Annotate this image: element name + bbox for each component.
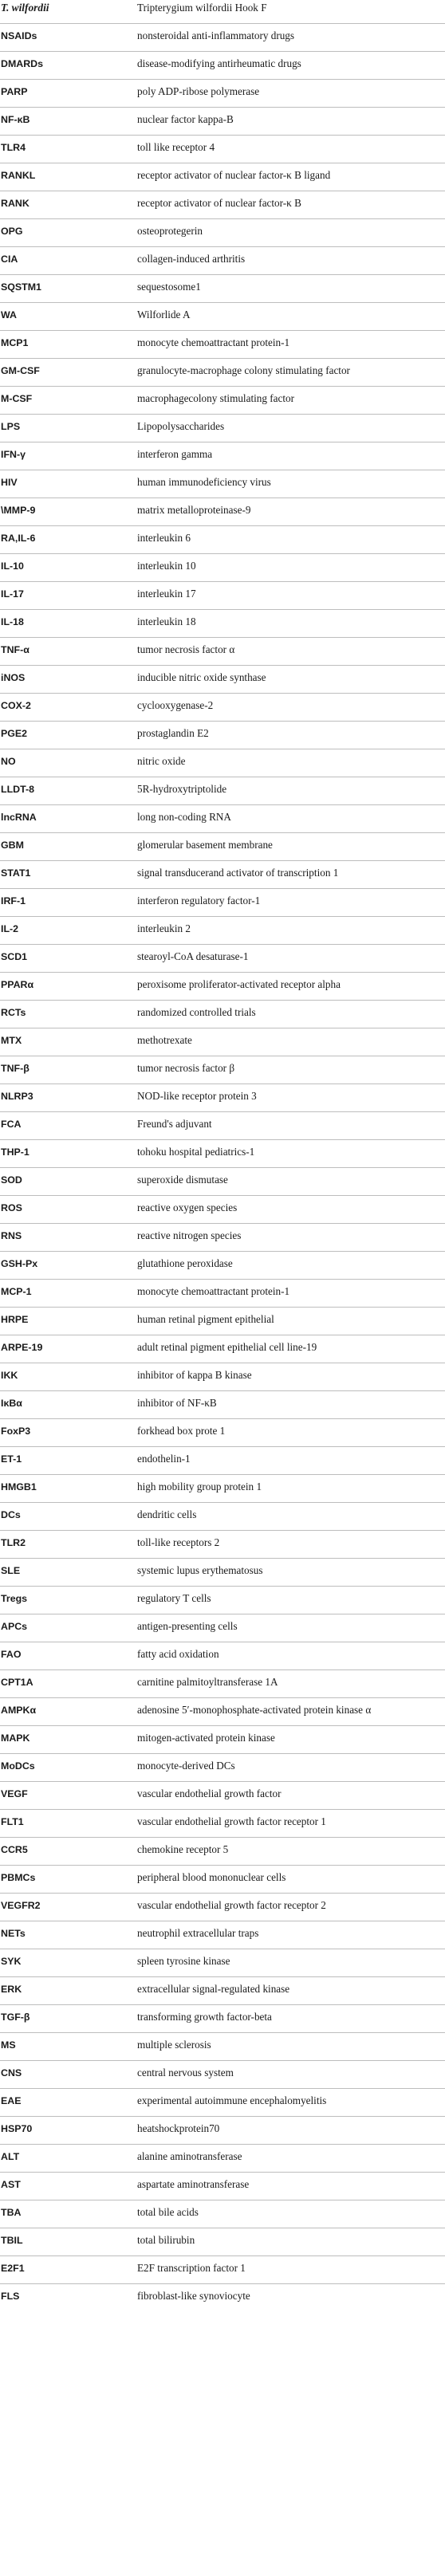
definition-cell: matrix metalloproteinase-9 xyxy=(137,498,445,526)
abbreviation-cell: IL-17 xyxy=(0,582,137,610)
table-row xyxy=(0,1670,445,1698)
definition-cell: nonsteroidal anti-inflammatory drugs xyxy=(137,24,445,52)
table-row xyxy=(0,52,445,80)
table-row xyxy=(0,1559,445,1587)
abbreviation-cell: FAO xyxy=(0,1642,137,1670)
definition-cell: toll like receptor 4 xyxy=(137,136,445,163)
abbreviation-cell: THP-1 xyxy=(0,1140,137,1168)
table-row xyxy=(0,2284,445,2312)
table-row xyxy=(0,80,445,108)
definition-cell: randomized controlled trials xyxy=(137,1001,445,1028)
table-row xyxy=(0,1866,445,1894)
definition-cell: interleukin 10 xyxy=(137,554,445,582)
table-row xyxy=(0,0,445,24)
table-row xyxy=(0,722,445,749)
table-row xyxy=(0,2033,445,2061)
definition-cell: endothelin-1 xyxy=(137,1447,445,1475)
table-row xyxy=(0,1503,445,1531)
table-row xyxy=(0,945,445,973)
definition-cell: osteoprotegerin xyxy=(137,219,445,247)
table-row xyxy=(0,1168,445,1196)
abbreviation-cell: ALT xyxy=(0,2145,137,2173)
definition-cell: inhibitor of kappa B kinase xyxy=(137,1363,445,1391)
definition-cell: disease-modifying antirheumatic drugs xyxy=(137,52,445,80)
definition-cell: total bile acids xyxy=(137,2200,445,2228)
table-row xyxy=(0,2089,445,2117)
table-row xyxy=(0,1419,445,1447)
abbreviation-cell: \MMP-9 xyxy=(0,498,137,526)
table-row xyxy=(0,1838,445,1866)
abbreviation-cell: RANKL xyxy=(0,163,137,191)
abbreviation-cell: IL-10 xyxy=(0,554,137,582)
table-row xyxy=(0,1894,445,1921)
abbreviation-cell: MAPK xyxy=(0,1726,137,1754)
table-row xyxy=(0,1810,445,1838)
abbreviation-cell: CPT1A xyxy=(0,1670,137,1698)
definition-cell: carnitine palmitoyltransferase 1A xyxy=(137,1670,445,1698)
abbreviation-cell: SCD1 xyxy=(0,945,137,973)
table-row xyxy=(0,1308,445,1335)
table-row xyxy=(0,1280,445,1308)
table-row xyxy=(0,554,445,582)
definition-cell: interleukin 18 xyxy=(137,610,445,638)
abbreviation-cell: IFN-γ xyxy=(0,442,137,470)
abbreviation-cell: MCP-1 xyxy=(0,1280,137,1308)
table-row xyxy=(0,1028,445,1056)
abbreviation-cell: ERK xyxy=(0,1977,137,2005)
abbreviation-cell: ARPE-19 xyxy=(0,1335,137,1363)
abbreviation-cell: T. wilfordii xyxy=(1,2,49,14)
definition-cell: fibroblast-like synoviocyte xyxy=(137,2284,445,2312)
definition-cell: interferon gamma xyxy=(137,442,445,470)
abbreviation-cell: TLR2 xyxy=(0,1531,137,1559)
abbreviation-cell: TLR4 xyxy=(0,136,137,163)
abbreviation-cell: NO xyxy=(0,749,137,777)
table-row xyxy=(0,1614,445,1642)
table-row xyxy=(0,1587,445,1614)
definition-cell: adult retinal pigment epithelial cell line-19 xyxy=(137,1335,445,1363)
abbreviation-cell: IκBα xyxy=(0,1391,137,1419)
abbreviation-cell: MS xyxy=(0,2033,137,2061)
table-row xyxy=(0,861,445,889)
abbreviation-cell: VEGF xyxy=(0,1782,137,1810)
definition-cell: interferon regulatory factor-1 xyxy=(137,889,445,917)
definition-cell: extracellular signal-regulated kinase xyxy=(137,1977,445,2005)
table-row xyxy=(0,2005,445,2033)
table-row xyxy=(0,108,445,136)
definition-cell: systemic lupus erythematosus xyxy=(137,1559,445,1587)
definition-cell: Freund's adjuvant xyxy=(137,1112,445,1140)
abbreviation-cell: NSAIDs xyxy=(0,24,137,52)
definition-cell: nuclear factor kappa-B xyxy=(137,108,445,136)
definition-cell: high mobility group protein 1 xyxy=(137,1475,445,1503)
definition-cell: interleukin 17 xyxy=(137,582,445,610)
definition-cell: nitric oxide xyxy=(137,749,445,777)
table-row xyxy=(0,777,445,805)
table-row xyxy=(0,1531,445,1559)
abbreviation-cell: SOD xyxy=(0,1168,137,1196)
definition-cell: tumor necrosis factor β xyxy=(137,1056,445,1084)
abbreviation-cell: APCs xyxy=(0,1614,137,1642)
table-row xyxy=(0,1642,445,1670)
abbreviation-cell: iNOS xyxy=(0,666,137,694)
table-row xyxy=(0,2200,445,2228)
definition-cell: sequestosome1 xyxy=(137,275,445,303)
table-row xyxy=(0,498,445,526)
table-row xyxy=(0,1084,445,1112)
table-row xyxy=(0,1140,445,1168)
table-row xyxy=(0,1447,445,1475)
table-row xyxy=(0,191,445,219)
abbreviation-cell: STAT1 xyxy=(0,861,137,889)
definition-cell: Lipopolysaccharides xyxy=(137,415,445,442)
abbreviation-cell: PGE2 xyxy=(0,722,137,749)
abbreviation-cell: SYK xyxy=(0,1949,137,1977)
definition-cell: stearoyl-CoA desaturase-1 xyxy=(137,945,445,973)
abbreviation-cell: RCTs xyxy=(0,1001,137,1028)
abbreviation-cell: MCP1 xyxy=(0,331,137,359)
definition-cell: inhibitor of NF-κB xyxy=(137,1391,445,1419)
table-row xyxy=(0,610,445,638)
abbreviation-cell: CNS xyxy=(0,2061,137,2089)
table-row xyxy=(0,694,445,722)
table-row xyxy=(0,805,445,833)
abbreviation-cell: DMARDs xyxy=(0,52,137,80)
definition-cell: Tripterygium wilfordii Hook F xyxy=(137,2,267,14)
definition-cell: macrophagecolony stimulating factor xyxy=(137,387,445,415)
table-row xyxy=(0,470,445,498)
abbreviation-cell: PBMCs xyxy=(0,1866,137,1894)
table-row xyxy=(0,1754,445,1782)
definition-cell: long non-coding RNA xyxy=(137,805,445,833)
definition-cell: peripheral blood mononuclear cells xyxy=(137,1866,445,1894)
abbreviation-cell: EAE xyxy=(0,2089,137,2117)
definition-cell: aspartate aminotransferase xyxy=(137,2173,445,2200)
definition-cell: superoxide dismutase xyxy=(137,1168,445,1196)
abbreviation-cell: NETs xyxy=(0,1921,137,1949)
abbreviation-cell: FCA xyxy=(0,1112,137,1140)
abbreviation-cell: CCR5 xyxy=(0,1838,137,1866)
abbreviation-cell: IL-2 xyxy=(0,917,137,945)
abbreviation-cell: MTX xyxy=(0,1028,137,1056)
table-row xyxy=(0,1363,445,1391)
definition-cell: vascular endothelial growth factor receptor 1 xyxy=(137,1810,445,1838)
abbreviation-cell: HSP70 xyxy=(0,2117,137,2145)
definition-cell: receptor activator of nuclear factor-κ B ligand xyxy=(137,163,445,191)
abbreviation-cell: NF-κB xyxy=(0,108,137,136)
table-row xyxy=(0,331,445,359)
definition-cell: human immunodeficiency virus xyxy=(137,470,445,498)
table-row xyxy=(0,1252,445,1280)
table-row xyxy=(0,1698,445,1726)
abbreviation-cell: PPARα xyxy=(0,973,137,1001)
definition-cell: total bilirubin xyxy=(137,2228,445,2256)
abbreviation-cell: IRF-1 xyxy=(0,889,137,917)
definition-cell: chemokine receptor 5 xyxy=(137,1838,445,1866)
definition-cell: human retinal pigment epithelial xyxy=(137,1308,445,1335)
table-row xyxy=(0,219,445,247)
abbreviation-cell: lncRNA xyxy=(0,805,137,833)
definition-cell: central nervous system xyxy=(137,2061,445,2089)
definition-cell: signal transducerand activator of transcription 1 xyxy=(137,861,445,889)
definition-cell: transforming growth factor-beta xyxy=(137,2005,445,2033)
abbreviation-cell: RA,IL-6 xyxy=(0,526,137,554)
abbreviation-cell: AMPKα xyxy=(0,1698,137,1726)
table-row xyxy=(0,2145,445,2173)
abbreviation-cell: NLRP3 xyxy=(0,1084,137,1112)
abbreviation-cell: E2F1 xyxy=(0,2256,137,2284)
abbreviation-cell: FLT1 xyxy=(0,1810,137,1838)
definition-cell: heatshockprotein70 xyxy=(137,2117,445,2145)
abbreviation-cell: FLS xyxy=(0,2284,137,2312)
definition-cell: mitogen-activated protein kinase xyxy=(137,1726,445,1754)
table-row xyxy=(0,387,445,415)
abbreviation-cell: COX-2 xyxy=(0,694,137,722)
abbreviation-cell: RANK xyxy=(0,191,137,219)
table-row xyxy=(0,1056,445,1084)
table-row xyxy=(0,582,445,610)
definition-cell: vascular endothelial growth factor receptor 2 xyxy=(137,1894,445,1921)
abbreviation-cell: M-CSF xyxy=(0,387,137,415)
abbreviation-cell: GBM xyxy=(0,833,137,861)
definition-cell: experimental autoimmune encephalomyelitis xyxy=(137,2089,445,2117)
abbreviation-cell: TNF-α xyxy=(0,638,137,666)
definition-cell: interleukin 6 xyxy=(137,526,445,554)
abbreviation-cell: IL-18 xyxy=(0,610,137,638)
table-row xyxy=(0,303,445,331)
table-row xyxy=(0,917,445,945)
abbreviation-cell: GM-CSF xyxy=(0,359,137,387)
definition-cell: forkhead box prote 1 xyxy=(137,1419,445,1447)
table-row xyxy=(0,1196,445,1224)
table-row xyxy=(0,749,445,777)
definition-cell: antigen-presenting cells xyxy=(137,1614,445,1642)
abbreviation-cell: IKK xyxy=(0,1363,137,1391)
definition-cell: Wilforlide A xyxy=(137,303,445,331)
abbreviation-cell: TBA xyxy=(0,2200,137,2228)
abbreviation-cell: TBIL xyxy=(0,2228,137,2256)
table-row xyxy=(0,275,445,303)
table-row xyxy=(0,1782,445,1810)
definition-cell: fatty acid oxidation xyxy=(137,1642,445,1670)
definition-cell: E2F transcription factor 1 xyxy=(137,2256,445,2284)
abbreviation-cell: MoDCs xyxy=(0,1754,137,1782)
definition-cell: spleen tyrosine kinase xyxy=(137,1949,445,1977)
definition-cell: tohoku hospital pediatrics-1 xyxy=(137,1140,445,1168)
table-row xyxy=(0,24,445,52)
abbreviation-cell: GSH-Px xyxy=(0,1252,137,1280)
table-row xyxy=(0,1391,445,1419)
table-row xyxy=(0,136,445,163)
abbreviation-cell: WA xyxy=(0,303,137,331)
definition-cell: methotrexate xyxy=(137,1028,445,1056)
abbreviation-cell: FoxP3 xyxy=(0,1419,137,1447)
table-row xyxy=(0,1475,445,1503)
definition-cell: NOD-like receptor protein 3 xyxy=(137,1084,445,1112)
definition-cell: granulocyte-macrophage colony stimulating factor xyxy=(137,359,445,387)
abbreviation-cell: SQSTM1 xyxy=(0,275,137,303)
abbreviation-cell: HMGB1 xyxy=(0,1475,137,1503)
table-row xyxy=(0,1949,445,1977)
abbreviation-cell: HRPE xyxy=(0,1308,137,1335)
definition-cell: regulatory T cells xyxy=(137,1587,445,1614)
table-row xyxy=(0,2256,445,2284)
table-row xyxy=(0,1001,445,1028)
table-row xyxy=(0,2173,445,2200)
definition-cell: inducible nitric oxide synthase xyxy=(137,666,445,694)
table-row xyxy=(0,415,445,442)
definition-cell: interleukin 2 xyxy=(137,917,445,945)
table-row xyxy=(0,163,445,191)
abbreviation-cell: AST xyxy=(0,2173,137,2200)
abbreviation-cell: SLE xyxy=(0,1559,137,1587)
definition-cell: 5R-hydroxytriptolide xyxy=(137,777,445,805)
table-row xyxy=(0,1977,445,2005)
definition-cell: prostaglandin E2 xyxy=(137,722,445,749)
definition-cell: collagen-induced arthritis xyxy=(137,247,445,275)
definition-cell: poly ADP-ribose polymerase xyxy=(137,80,445,108)
definition-cell: alanine aminotransferase xyxy=(137,2145,445,2173)
definition-cell: vascular endothelial growth factor xyxy=(137,1782,445,1810)
definition-cell: monocyte-derived DCs xyxy=(137,1754,445,1782)
table-row xyxy=(0,1224,445,1252)
table-row xyxy=(0,1921,445,1949)
table-row xyxy=(0,1112,445,1140)
abbreviation-cell: VEGFR2 xyxy=(0,1894,137,1921)
abbreviation-cell: PARP xyxy=(0,80,137,108)
table-row xyxy=(0,889,445,917)
definition-cell: glutathione peroxidase xyxy=(137,1252,445,1280)
table-row xyxy=(0,1726,445,1754)
definition-cell: multiple sclerosis xyxy=(137,2033,445,2061)
abbreviation-cell: LLDT-8 xyxy=(0,777,137,805)
table-row xyxy=(0,833,445,861)
abbreviation-cell: ROS xyxy=(0,1196,137,1224)
abbreviation-cell: OPG xyxy=(0,219,137,247)
definition-cell: receptor activator of nuclear factor-κ B xyxy=(137,191,445,219)
definition-cell: reactive nitrogen species xyxy=(137,1224,445,1252)
definition-cell: monocyte chemoattractant protein-1 xyxy=(137,331,445,359)
definition-cell: toll-like receptors 2 xyxy=(137,1531,445,1559)
abbreviation-cell: HIV xyxy=(0,470,137,498)
table-row xyxy=(0,247,445,275)
abbreviation-cell: CIA xyxy=(0,247,137,275)
table-row xyxy=(0,638,445,666)
abbreviation-cell: Tregs xyxy=(0,1587,137,1614)
abbreviation-cell: RNS xyxy=(0,1224,137,1252)
table-row xyxy=(0,2228,445,2256)
table-row xyxy=(0,526,445,554)
abbreviation-cell: LPS xyxy=(0,415,137,442)
definition-cell: monocyte chemoattractant protein-1 xyxy=(137,1280,445,1308)
table-row xyxy=(0,442,445,470)
abbreviation-cell: DCs xyxy=(0,1503,137,1531)
definition-cell: glomerular basement membrane xyxy=(137,833,445,861)
abbreviation-cell: ET-1 xyxy=(0,1447,137,1475)
table-row xyxy=(0,973,445,1001)
table-row xyxy=(0,2061,445,2089)
abbreviation-cell: TNF-β xyxy=(0,1056,137,1084)
table-row xyxy=(0,359,445,387)
definition-cell: dendritic cells xyxy=(137,1503,445,1531)
definition-cell: adenosine 5′-monophosphate-activated protein kinase α xyxy=(137,1698,445,1726)
table-row xyxy=(0,1335,445,1363)
table-row xyxy=(0,666,445,694)
definition-cell: reactive oxygen species xyxy=(137,1196,445,1224)
definition-cell: tumor necrosis factor α xyxy=(137,638,445,666)
definition-cell: cyclooxygenase-2 xyxy=(137,694,445,722)
table-row xyxy=(0,2117,445,2145)
abbreviation-cell: TGF-β xyxy=(0,2005,137,2033)
definition-cell: peroxisome proliferator-activated receptor alpha xyxy=(137,973,445,1001)
definition-cell: neutrophil extracellular traps xyxy=(137,1921,445,1949)
